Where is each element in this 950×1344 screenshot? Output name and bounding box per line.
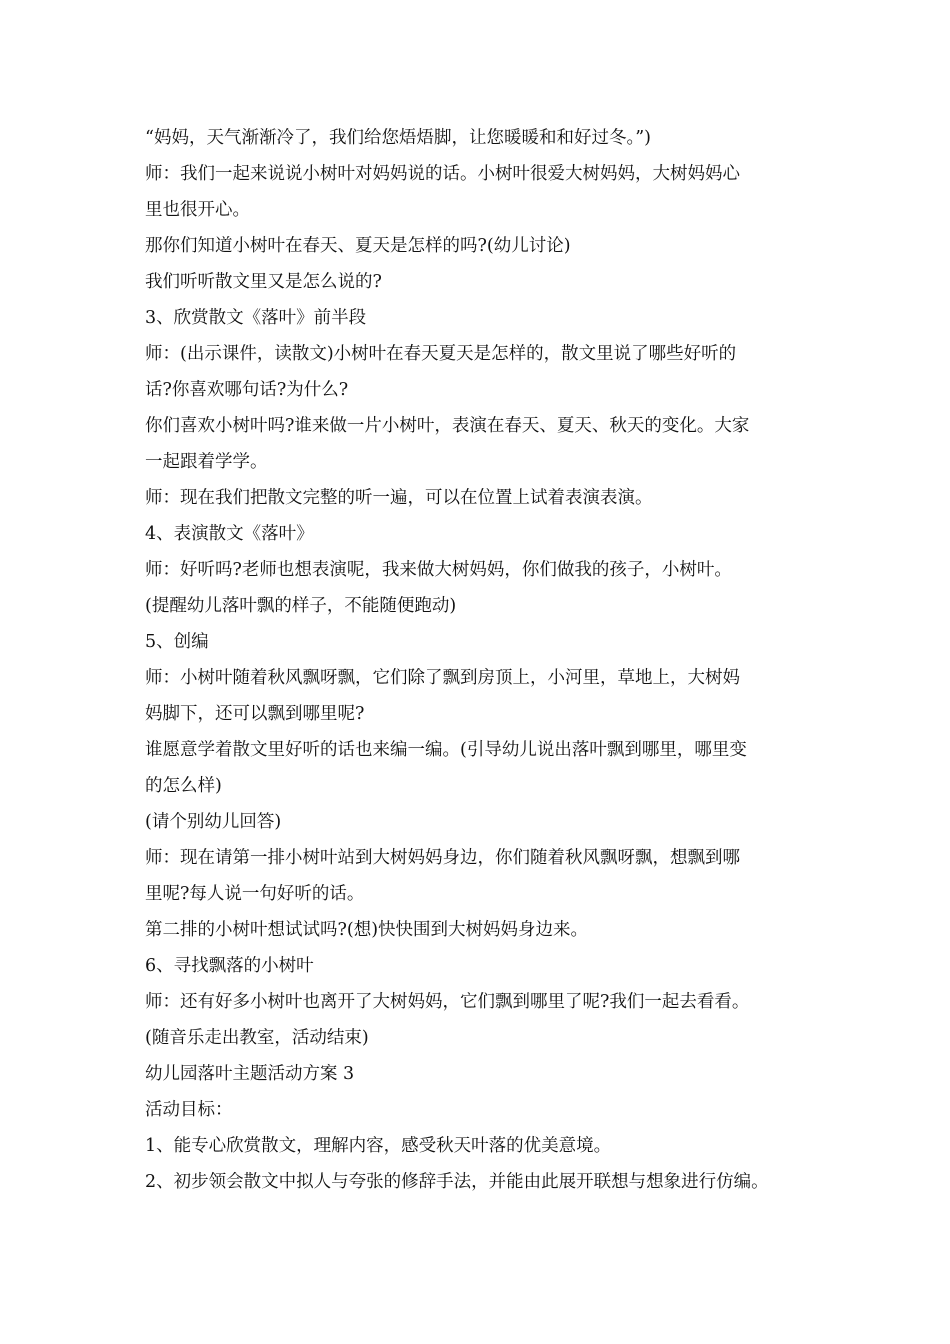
text-line: 我们听听散文里又是怎么说的?: [145, 272, 382, 292]
text-line: (随音乐走出教室，活动结束): [145, 1028, 369, 1048]
text-line: 你们喜欢小树叶吗?谁来做一片小树叶，表演在春天、夏天、秋天的变化。大家: [145, 416, 750, 436]
section-heading: 5、创编: [145, 632, 209, 652]
section-heading: 4、表演散文《落叶》: [145, 524, 314, 544]
list-item: 1、能专心欣赏散文，理解内容，感受秋天叶落的优美意境。: [145, 1136, 612, 1156]
text-line: (提醒幼儿落叶飘的样子，不能随便跑动): [145, 596, 457, 616]
text-line: 的怎么样): [145, 776, 222, 796]
list-item: 2、初步领会散文中拟人与夸张的修辞手法，并能由此展开联想与想象进行仿编。: [145, 1172, 769, 1192]
text-line: 话?你喜欢哪句话?为什么?: [145, 380, 349, 400]
text-line: 师：现在我们把散文完整的听一遍，可以在位置上试着表演表演。: [145, 488, 653, 508]
text-line: 师：小树叶随着秋风飘呀飘，它们除了飘到房顶上，小河里，草地上，大树妈: [145, 668, 740, 688]
text-line: 一起跟着学学。: [145, 452, 268, 472]
text-line: 妈脚下，还可以飘到哪里呢?: [145, 704, 365, 724]
section-heading: 3、欣赏散文《落叶》前半段: [145, 308, 367, 328]
text-line: 师：现在请第一排小树叶站到大树妈妈身边，你们随着秋风飘呀飘，想飘到哪: [145, 848, 740, 868]
text-line: 师：还有好多小树叶也离开了大树妈妈，它们飘到哪里了呢?我们一起去看看。: [145, 992, 750, 1012]
text-line: 第二排的小树叶想试试吗?(想)快快围到大树妈妈身边来。: [145, 920, 589, 940]
text-line: 那你们知道小树叶在春天、夏天是怎样的吗?(幼儿讨论): [145, 236, 571, 256]
text-line: 谁愿意学着散文里好听的话也来编一编。(引导幼儿说出落叶飘到哪里，哪里变: [145, 740, 747, 760]
text-line: 师：(出示课件，读散文)小树叶在春天夏天是怎样的，散文里说了哪些好听的: [145, 344, 737, 364]
document-title: 幼儿园落叶主题活动方案 3: [145, 1064, 355, 1084]
body-text: [145, 120, 825, 1200]
text-line: 师：我们一起来说说小树叶对妈妈说的话。小树叶很爱大树妈妈，大树妈妈心: [145, 164, 740, 184]
text-line: 里呢?每人说一句好听的话。: [145, 884, 365, 904]
text-line: 师：好听吗?老师也想表演呢，我来做大树妈妈，你们做我的孩子，小树叶。: [145, 560, 732, 580]
section-heading: 活动目标：: [145, 1100, 233, 1120]
text-line: 里也很开心。: [145, 200, 250, 220]
text-line: (请个别幼儿回答): [145, 812, 282, 832]
section-heading: 6、寻找飘落的小树叶: [145, 956, 314, 976]
text-line: “妈妈，天气渐渐冷了，我们给您焐焐脚，让您暖暖和和好过冬。”): [145, 128, 651, 148]
